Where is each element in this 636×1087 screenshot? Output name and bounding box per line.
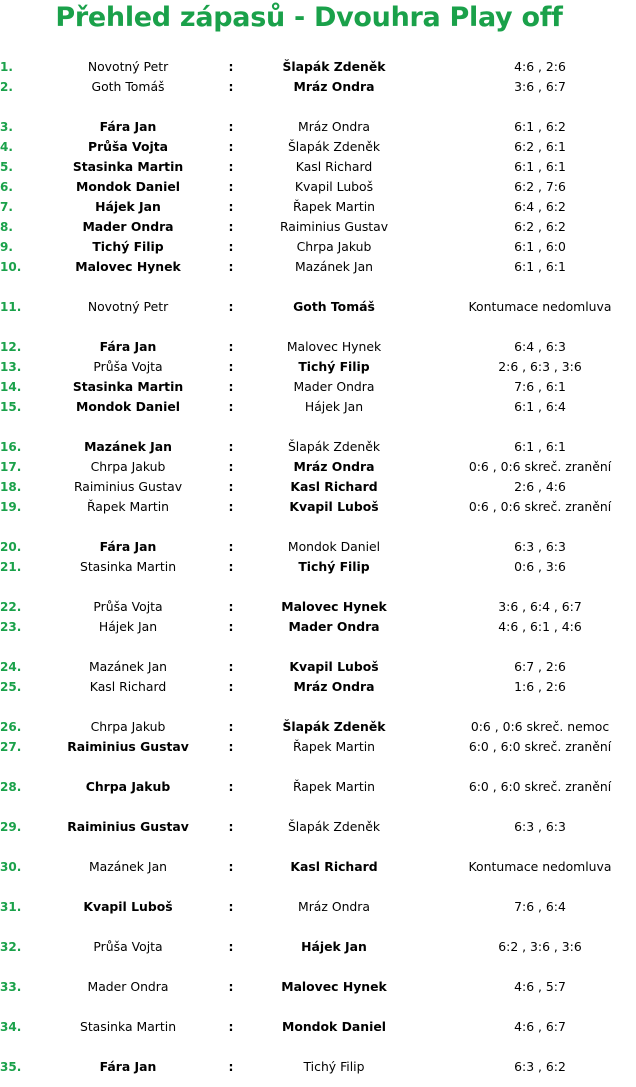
match-score: 6:2 , 3:6 , 3:6 bbox=[498, 939, 582, 954]
player-away: Mondok Daniel bbox=[287, 539, 381, 554]
match-row bbox=[0, 977, 636, 997]
match-number: 5. bbox=[0, 160, 13, 174]
match-row bbox=[0, 1057, 636, 1077]
match-separator: : bbox=[228, 719, 234, 734]
match-score: 6:1 , 6:0 bbox=[514, 239, 566, 254]
player-away: Mader Ondra bbox=[293, 379, 375, 394]
match-number: 8. bbox=[0, 220, 13, 234]
match-number: 23. bbox=[0, 620, 22, 634]
player-home: Mader Ondra bbox=[82, 219, 174, 234]
player-away: Mráz Ondra bbox=[298, 899, 370, 914]
player-away: Mazánek Jan bbox=[294, 259, 374, 274]
match-number: 15. bbox=[0, 400, 22, 414]
match-row bbox=[0, 77, 636, 97]
player-away: Kvapil Luboš bbox=[289, 499, 379, 514]
match-row bbox=[0, 817, 636, 837]
match-score: 6:2 , 6:1 bbox=[514, 139, 566, 154]
match-separator: : bbox=[228, 359, 234, 374]
match-number: 4. bbox=[0, 140, 13, 154]
match-number: 20. bbox=[0, 540, 22, 554]
player-away: Kvapil Luboš bbox=[294, 179, 374, 194]
match-number: 10. bbox=[0, 260, 22, 274]
match-number: 18. bbox=[0, 480, 22, 494]
match-score: 6:0 , 6:0 skreč. zranění bbox=[468, 779, 612, 794]
match-row bbox=[0, 257, 636, 277]
match-score: 6:4 , 6:3 bbox=[514, 339, 566, 354]
match-score: 7:6 , 6:1 bbox=[514, 379, 566, 394]
player-home: Mondok Daniel bbox=[76, 179, 180, 194]
player-away: Chrpa Jakub bbox=[296, 239, 372, 254]
player-away: Šlapák Zdeněk bbox=[282, 719, 386, 734]
match-score: 6:3 , 6:3 bbox=[514, 819, 566, 834]
match-number: 2. bbox=[0, 80, 13, 94]
match-number: 32. bbox=[0, 940, 22, 954]
match-score: 6:7 , 2:6 bbox=[514, 659, 566, 674]
match-separator: : bbox=[228, 659, 234, 674]
player-away: Goth Tomáš bbox=[293, 299, 375, 314]
match-separator: : bbox=[228, 459, 234, 474]
match-row bbox=[0, 717, 636, 737]
match-score: 2:6 , 4:6 bbox=[514, 479, 566, 494]
player-home: Raiminius Gustav bbox=[67, 739, 189, 754]
match-separator: : bbox=[228, 59, 234, 74]
match-row bbox=[0, 777, 636, 797]
match-row bbox=[0, 357, 636, 377]
player-home: Stasinka Martin bbox=[72, 379, 184, 394]
match-score: 1:6 , 2:6 bbox=[514, 679, 566, 694]
player-home: Raiminius Gustav bbox=[73, 479, 183, 494]
match-row bbox=[0, 397, 636, 417]
match-row bbox=[0, 557, 636, 577]
match-separator: : bbox=[228, 779, 234, 794]
player-home: Mazánek Jan bbox=[88, 859, 168, 874]
player-home: Kvapil Luboš bbox=[83, 899, 173, 914]
match-score: 6:2 , 7:6 bbox=[514, 179, 566, 194]
player-away: Mondok Daniel bbox=[282, 1019, 386, 1034]
match-separator: : bbox=[228, 299, 234, 314]
match-row bbox=[0, 657, 636, 677]
match-row bbox=[0, 857, 636, 877]
match-separator: : bbox=[228, 399, 234, 414]
match-row bbox=[0, 477, 636, 497]
match-number: 26. bbox=[0, 720, 22, 734]
match-row bbox=[0, 237, 636, 257]
match-number: 35. bbox=[0, 1060, 22, 1074]
match-number: 1. bbox=[0, 60, 13, 74]
match-row bbox=[0, 217, 636, 237]
player-home: Mader Ondra bbox=[87, 979, 169, 994]
match-number: 17. bbox=[0, 460, 22, 474]
match-row bbox=[0, 117, 636, 137]
match-number: 13. bbox=[0, 360, 22, 374]
match-row bbox=[0, 57, 636, 77]
match-separator: : bbox=[228, 619, 234, 634]
player-away: Mráz Ondra bbox=[293, 79, 375, 94]
player-away: Šlapák Zdeněk bbox=[287, 439, 381, 454]
match-separator: : bbox=[228, 859, 234, 874]
match-row bbox=[0, 437, 636, 457]
player-away: Tichý Filip bbox=[298, 559, 370, 574]
match-number: 34. bbox=[0, 1020, 22, 1034]
player-away: Mráz Ondra bbox=[293, 679, 375, 694]
player-away: Mráz Ondra bbox=[293, 459, 375, 474]
match-number: 31. bbox=[0, 900, 22, 914]
match-separator: : bbox=[228, 979, 234, 994]
match-row bbox=[0, 937, 636, 957]
match-row bbox=[0, 297, 636, 317]
match-separator: : bbox=[228, 679, 234, 694]
match-separator: : bbox=[228, 739, 234, 754]
player-away: Šlapák Zdeněk bbox=[282, 59, 386, 74]
match-separator: : bbox=[228, 599, 234, 614]
player-away: Kvapil Luboš bbox=[289, 659, 379, 674]
match-separator: : bbox=[228, 1059, 234, 1074]
match-number: 3. bbox=[0, 120, 13, 134]
match-number: 24. bbox=[0, 660, 22, 674]
match-score: 6:0 , 6:0 skreč. zranění bbox=[468, 739, 612, 754]
match-row bbox=[0, 897, 636, 917]
player-away: Kasl Richard bbox=[295, 159, 373, 174]
match-number: 9. bbox=[0, 240, 13, 254]
player-home: Průša Vojta bbox=[93, 359, 163, 374]
match-separator: : bbox=[228, 1019, 234, 1034]
match-row bbox=[0, 457, 636, 477]
match-separator: : bbox=[228, 479, 234, 494]
match-separator: : bbox=[228, 159, 234, 174]
match-row bbox=[0, 677, 636, 697]
match-separator: : bbox=[228, 179, 234, 194]
player-away: Řapek Martin bbox=[292, 199, 376, 214]
player-home: Chrpa Jakub bbox=[90, 719, 166, 734]
player-away: Malovec Hynek bbox=[281, 599, 387, 614]
player-away: Řapek Martin bbox=[292, 739, 376, 754]
player-home: Řapek Martin bbox=[86, 499, 170, 514]
match-score: 2:6 , 6:3 , 3:6 bbox=[498, 359, 582, 374]
match-row bbox=[0, 497, 636, 517]
match-number: 30. bbox=[0, 860, 22, 874]
match-number: 22. bbox=[0, 600, 22, 614]
player-home: Raiminius Gustav bbox=[67, 819, 189, 834]
match-separator: : bbox=[228, 239, 234, 254]
player-away: Raiminius Gustav bbox=[279, 219, 389, 234]
match-separator: : bbox=[228, 259, 234, 274]
match-separator: : bbox=[228, 339, 234, 354]
match-number: 33. bbox=[0, 980, 22, 994]
match-row bbox=[0, 617, 636, 637]
player-home: Fára Jan bbox=[99, 1059, 157, 1074]
player-away: Tichý Filip bbox=[298, 359, 370, 374]
player-away: Malovec Hynek bbox=[286, 339, 382, 354]
player-home: Hájek Jan bbox=[95, 199, 161, 214]
match-number: 6. bbox=[0, 180, 13, 194]
match-score: 4:6 , 6:1 , 4:6 bbox=[498, 619, 582, 634]
match-number: 28. bbox=[0, 780, 22, 794]
player-home: Malovec Hynek bbox=[75, 259, 181, 274]
match-score: 6:1 , 6:4 bbox=[514, 399, 566, 414]
player-home: Mazánek Jan bbox=[88, 659, 168, 674]
match-row bbox=[0, 137, 636, 157]
match-score: 6:3 , 6:3 bbox=[514, 539, 566, 554]
match-number: 25. bbox=[0, 680, 22, 694]
player-home: Stasinka Martin bbox=[72, 159, 184, 174]
player-away: Šlapák Zdeněk bbox=[287, 819, 381, 834]
player-home: Stasinka Martin bbox=[79, 1019, 177, 1034]
match-number: 27. bbox=[0, 740, 22, 754]
match-separator: : bbox=[228, 819, 234, 834]
player-home: Novotný Petr bbox=[87, 59, 169, 74]
player-away: Šlapák Zdeněk bbox=[287, 139, 381, 154]
player-home: Stasinka Martin bbox=[79, 559, 177, 574]
match-number: 7. bbox=[0, 200, 13, 214]
player-home: Kasl Richard bbox=[89, 679, 167, 694]
player-home: Mazánek Jan bbox=[84, 439, 172, 454]
match-separator: : bbox=[228, 559, 234, 574]
player-away: Tichý Filip bbox=[303, 1059, 365, 1074]
player-away: Hájek Jan bbox=[301, 939, 367, 954]
match-score: Kontumace nedomluva bbox=[468, 859, 612, 874]
match-separator: : bbox=[228, 219, 234, 234]
match-score: 4:6 , 6:7 bbox=[514, 1019, 566, 1034]
match-score: 7:6 , 6:4 bbox=[514, 899, 566, 914]
match-row bbox=[0, 597, 636, 617]
player-home: Mondok Daniel bbox=[76, 399, 180, 414]
match-score: 6:1 , 6:1 bbox=[514, 159, 566, 174]
match-row bbox=[0, 197, 636, 217]
match-row bbox=[0, 337, 636, 357]
match-score: 4:6 , 5:7 bbox=[514, 979, 566, 994]
match-score: 0:6 , 0:6 skreč. zranění bbox=[468, 459, 612, 474]
player-home: Fára Jan bbox=[99, 119, 157, 134]
match-row bbox=[0, 737, 636, 757]
match-separator: : bbox=[228, 139, 234, 154]
match-score: 6:4 , 6:2 bbox=[514, 199, 566, 214]
page-title: Přehled zápasů - Dvouhra Play off bbox=[55, 2, 563, 33]
match-row bbox=[0, 377, 636, 397]
match-score: 6:2 , 6:2 bbox=[514, 219, 566, 234]
player-home: Fára Jan bbox=[99, 539, 157, 554]
match-score: Kontumace nedomluva bbox=[468, 299, 612, 314]
match-separator: : bbox=[228, 939, 234, 954]
match-row bbox=[0, 537, 636, 557]
player-away: Mader Ondra bbox=[288, 619, 380, 634]
player-home: Novotný Petr bbox=[87, 299, 169, 314]
match-number: 11. bbox=[0, 300, 22, 314]
player-away: Řapek Martin bbox=[292, 779, 376, 794]
player-home: Goth Tomáš bbox=[91, 79, 165, 94]
player-home: Hájek Jan bbox=[98, 619, 158, 634]
match-number: 19. bbox=[0, 500, 22, 514]
match-score: 6:1 , 6:1 bbox=[514, 439, 566, 454]
match-separator: : bbox=[228, 439, 234, 454]
match-separator: : bbox=[228, 539, 234, 554]
match-separator: : bbox=[228, 119, 234, 134]
player-away: Hájek Jan bbox=[304, 399, 364, 414]
match-number: 12. bbox=[0, 340, 22, 354]
player-away: Mráz Ondra bbox=[298, 119, 370, 134]
match-score: 6:3 , 6:2 bbox=[514, 1059, 566, 1074]
match-score: 0:6 , 0:6 skreč. nemoc bbox=[470, 719, 610, 734]
player-away: Kasl Richard bbox=[290, 479, 378, 494]
player-home: Průša Vojta bbox=[93, 599, 163, 614]
match-separator: : bbox=[228, 199, 234, 214]
match-number: 16. bbox=[0, 440, 22, 454]
player-away: Malovec Hynek bbox=[281, 979, 387, 994]
player-home: Chrpa Jakub bbox=[85, 779, 171, 794]
player-home: Tichý Filip bbox=[92, 239, 164, 254]
match-score: 0:6 , 0:6 skreč. zranění bbox=[468, 499, 612, 514]
match-number: 29. bbox=[0, 820, 22, 834]
match-row bbox=[0, 177, 636, 197]
match-score: 3:6 , 6:4 , 6:7 bbox=[498, 599, 582, 614]
match-score: 6:1 , 6:2 bbox=[514, 119, 566, 134]
match-number: 14. bbox=[0, 380, 22, 394]
match-separator: : bbox=[228, 79, 234, 94]
player-home: Průša Vojta bbox=[87, 139, 169, 154]
player-home: Fára Jan bbox=[99, 339, 157, 354]
match-score: 3:6 , 6:7 bbox=[514, 79, 566, 94]
match-score: 0:6 , 3:6 bbox=[514, 559, 566, 574]
player-home: Průša Vojta bbox=[93, 939, 163, 954]
match-score: 4:6 , 2:6 bbox=[514, 59, 566, 74]
match-row bbox=[0, 1017, 636, 1037]
match-number: 21. bbox=[0, 560, 22, 574]
player-away: Kasl Richard bbox=[290, 859, 378, 874]
match-separator: : bbox=[228, 379, 234, 394]
match-separator: : bbox=[228, 499, 234, 514]
player-home: Chrpa Jakub bbox=[90, 459, 166, 474]
match-row bbox=[0, 157, 636, 177]
match-separator: : bbox=[228, 899, 234, 914]
match-score: 6:1 , 6:1 bbox=[514, 259, 566, 274]
